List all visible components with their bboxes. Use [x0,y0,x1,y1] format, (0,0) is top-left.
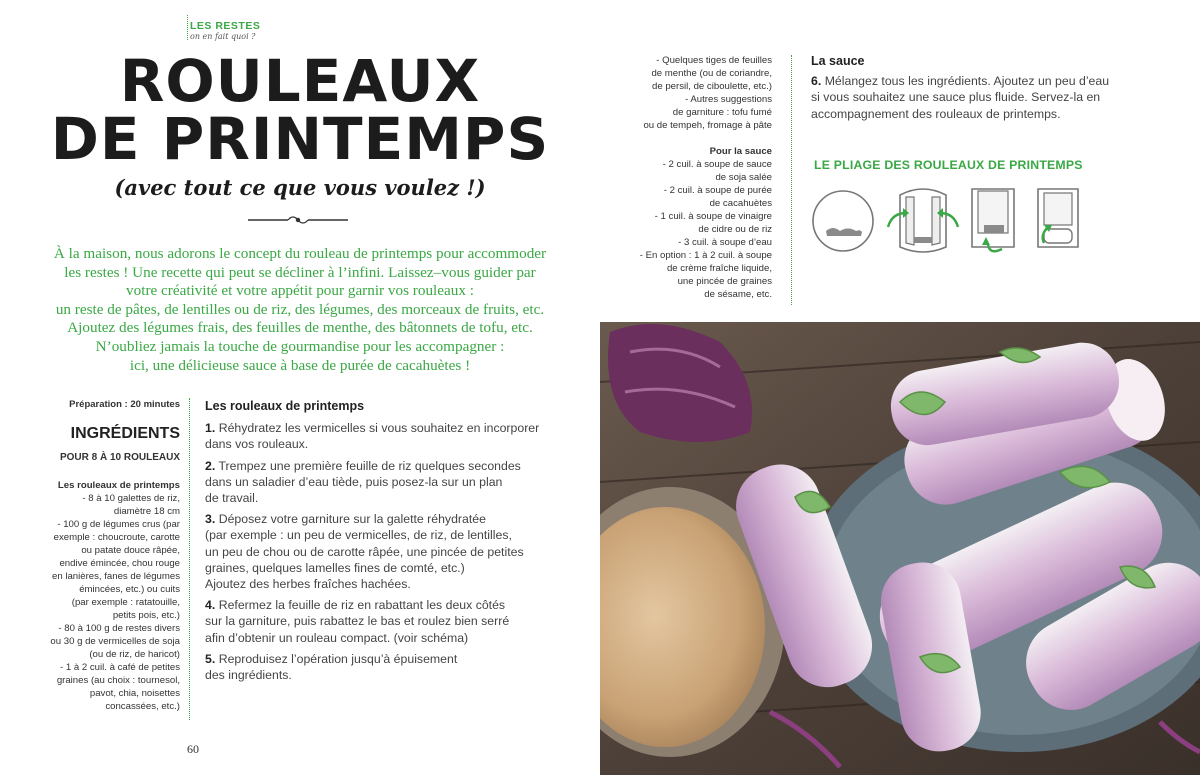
section-tag-subtitle: on en fait quoi ? [190,32,256,41]
section-tag-title: LES RESTES [190,20,261,32]
serves-label: POUR 8 À 10 ROULEAUX [59,452,180,463]
ingredient-line: ou patate douce râpée, [81,545,180,556]
ingredient-line: en lanières, fanes de légumes [52,571,180,582]
ingredient-line: une pincée de graines [677,276,772,287]
ingredient-line: - En option : 1 à 2 cuil. à soupe [639,250,772,261]
ingredient-line: - 2 cuil. à soupe de sauce [662,159,772,170]
step-number: 3. [205,512,216,527]
intro-line: les restes ! Une recette qui peut se décliner à l’infini. Laissez–vous guider par [64,263,536,281]
intro-line: À la maison, nous adorons le concept du rouleau de printemps pour accommoder [53,245,547,262]
method-step [205,597,545,646]
column-rule [189,398,190,720]
ingredients-continued [640,54,772,301]
step-number: 1. [205,421,216,436]
sauce-step [811,73,1191,122]
step-text: sur la garniture, puis rabattez le bas et roulez bien serré [205,614,510,629]
step-number: 4. [205,598,216,613]
step-number: 6. [811,74,822,89]
step-text: accompagnement des rouleaux de printemps. [811,106,1061,121]
method-step [205,458,545,507]
step-number: 5. [205,651,216,666]
ingredient-line: petits pois, etc.) [112,610,180,621]
sauce-heading: La sauce [811,54,865,68]
preparation-time: Préparation : 20 minutes [69,399,180,410]
step-text: Reproduisez l’opération jusqu’à épuisement [218,651,458,666]
ingredient-line: exemple : choucroute, carotte [53,532,180,543]
title-line-2: DE PRINTEMPS [50,105,550,173]
sauce-ingredients-heading: Pour la sauce [709,146,772,157]
sauce-section [811,53,1191,122]
ingredient-line: concassées, etc.) [105,701,180,712]
method-heading: Les rouleaux de printemps [205,399,365,413]
intro-line: Ajoutez des légumes frais, des feuilles de menthe, des bâtonnets de tofu, etc. [67,319,533,337]
intro-line: ici, une délicieuse sauce à base de purée de cacahuètes ! [129,356,471,374]
ingredient-line: (ou de riz, de haricot) [89,649,180,660]
ingredients-list [50,479,180,713]
method-step [205,420,545,452]
method-step [205,511,545,592]
ingredient-line: de crème fraîche liquide, [666,263,772,274]
ingredients-title: INGRÉDIENTS [70,425,180,442]
ingredient-line: - 1 cuil. à soupe de vinaigre [654,211,772,222]
step-text: Refermez la feuille de riz en rabattant les deux côtés [218,598,506,613]
ingredient-line: émincées, etc.) ou cuits [79,584,180,595]
ingredient-line: de cidre ou de riz [698,224,772,235]
ingredient-line: - 3 cuil. à soupe d’eau [678,237,772,248]
fold-step-2 [888,189,958,252]
intro-line: votre créativité et votre appétit pour garnir vos rouleaux : [126,282,474,300]
ingredient-line: - Autres suggestions [685,94,772,105]
step-number: 2. [205,458,216,473]
title-line-1: ROULEAUX [119,47,481,115]
ingredient-line: de cacahuètes [709,198,772,209]
ingredient-line: - 100 g de légumes crus (par [57,519,180,530]
intro-line: un reste de pâtes, de lentilles ou de riz, des légumes, des morceaux de fruits, etc. [55,300,545,318]
step-text: dans vos rouleaux. [205,437,309,452]
ingredient-line: - 8 à 10 galettes de riz, [82,493,180,504]
ingredient-line: diamètre 18 cm [113,506,180,517]
tag-rule [187,15,188,40]
step-text: Déposez votre garniture sur la galette réhydratée [218,512,486,527]
ingredient-line: - 2 cuil. à soupe de purée [663,185,772,196]
step-text: Mélangez tous les ingrédients. Ajoutez un peu d’eau [824,74,1110,89]
intro-text [40,245,560,375]
page-subtitle: (avec tout ce que vous voulez !) [114,175,486,200]
step-text: dans un saladier d’eau tiède, puis posez-la sur un plan [205,474,503,489]
ingredient-line: (par exemple : ratatouille, [71,597,180,608]
ingredient-line: ou de tempeh, fromage à pâte [643,120,772,131]
ingredient-line: de persil, de ciboulette, etc.) [652,81,772,92]
fold-step-1 [813,191,873,251]
ornament-divider [248,213,348,227]
ingredients-rolls-heading: Les rouleaux de printemps [57,480,180,491]
folding-diagram [808,185,1088,260]
ingredient-line: de soja salée [715,172,772,183]
step-text: Réhydratez les vermicelles si vous souhaitez en incorporer [218,421,540,436]
fold-step-3 [972,189,1014,251]
step-text: afin d’obtenir un rouleau compact. (voir schéma) [205,630,469,645]
step-text: si vous souhaitez une sauce plus fluide. Servez-la en [811,90,1101,105]
ingredient-line: endive émincée, chou rouge [59,558,180,569]
step-text: de travail. [205,491,259,506]
intro-line: N’oubliez jamais la touche de gourmandise pour les accompagner : [95,337,505,355]
method-section [205,398,545,688]
step-text: (par exemple : un peu de vermicelles, de riz, de lentilles, [205,528,512,543]
ingredient-line: - Quelques tiges de feuilles [656,55,772,66]
ingredient-line: pavot, chia, noisettes [89,688,180,699]
ingredient-line: de sésame, etc. [704,289,772,300]
ingredient-line: - 80 à 100 g de restes divers [58,623,180,634]
step-text: Ajoutez des herbes fraîches hachées. [205,577,411,592]
folding-title: LE PLIAGE DES ROULEAUX DE PRINTEMPS [814,158,1083,172]
fold-step-4 [1038,189,1078,247]
page-number: 60 [187,742,199,756]
method-step [205,651,545,683]
step-text: graines, quelques lamelles fines de comté, etc.) [205,560,465,575]
ingredient-line: de menthe (ou de coriandre, [651,68,772,79]
ingredient-line: graines (au choix : tournesol, [56,675,180,686]
page-title [0,47,600,173]
ingredient-line: de garniture : tofu fumé [672,107,772,118]
ingredient-line: ou 30 g de vermicelles de soja [50,636,180,647]
step-text: des ingrédients. [205,668,292,683]
step-text: un peu de chou ou de carotte râpée, une pincée de petites [205,544,524,559]
spring-rolls-photo [600,322,1200,775]
step-text: Trempez une première feuille de riz quelques secondes [218,458,521,473]
column-rule [791,55,792,305]
section-tag [190,20,260,42]
ingredient-line: - 1 à 2 cuil. à café de petites [60,662,180,673]
